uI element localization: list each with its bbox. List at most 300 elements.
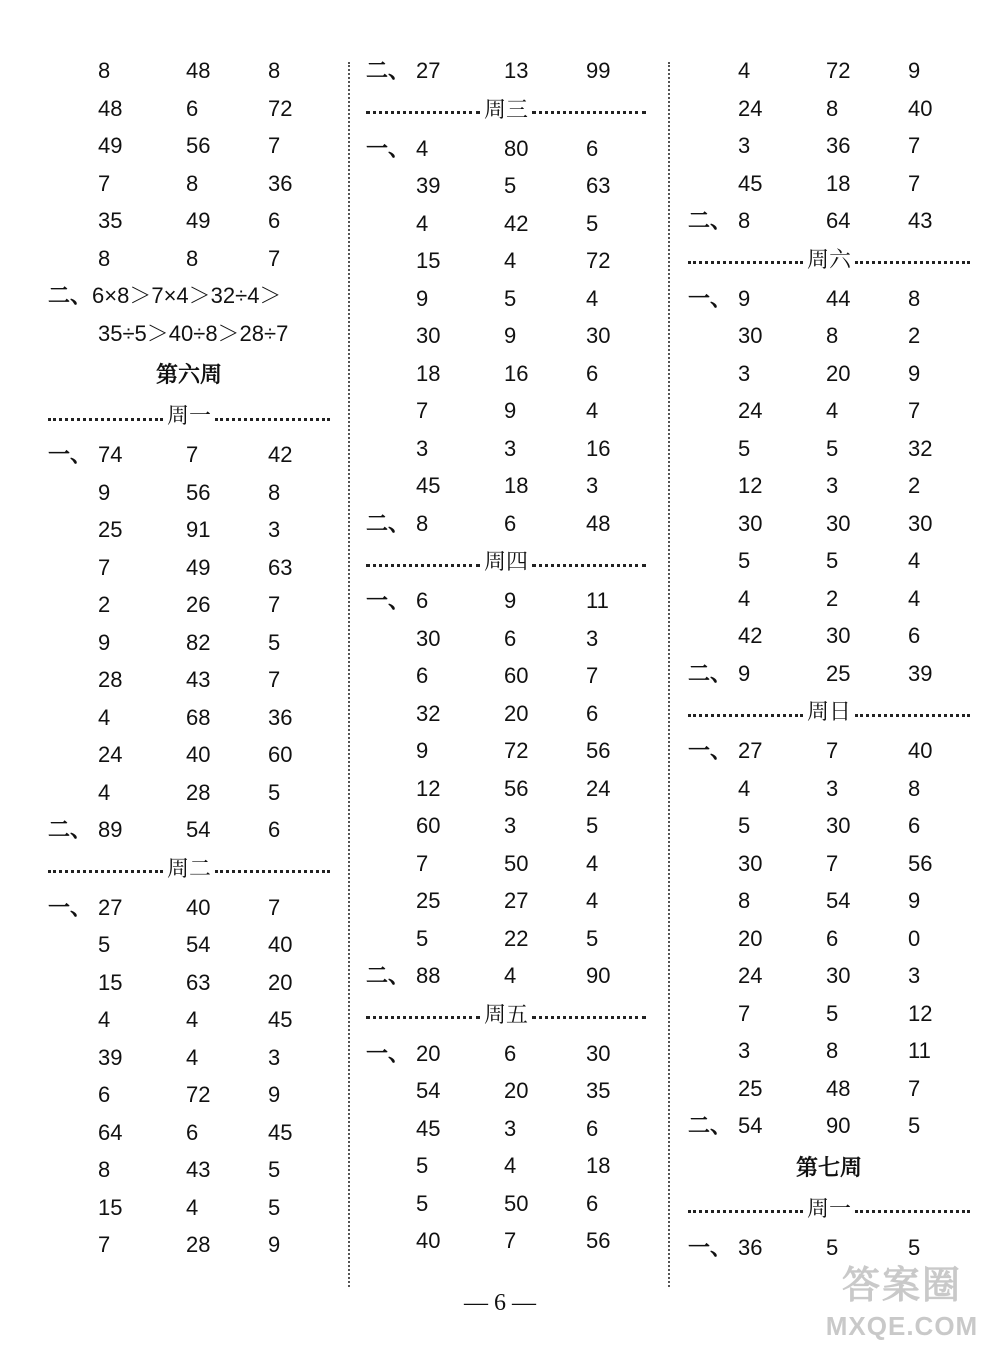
answer-rows (688, 280, 970, 693)
day-label: 周五 (484, 1001, 529, 1027)
answer-cell: 27 (98, 894, 123, 920)
answer-row (366, 130, 646, 168)
answer-cell: 56 (586, 1228, 611, 1253)
answer-cell: 9 (908, 888, 921, 913)
answer-cell: 12 (738, 473, 763, 498)
answer-cell: 26 (186, 592, 211, 617)
answer-cell: 3 (738, 360, 751, 386)
answer-cell: 5 (268, 779, 281, 805)
answer-rows (366, 582, 646, 995)
answer-row (366, 732, 646, 770)
answer-cell: 4 (586, 888, 599, 913)
answer-cell: 6 (586, 1115, 599, 1141)
answer-cell: 13 (504, 58, 529, 83)
answer-cell: 18 (826, 170, 851, 196)
answer-cell: 9 (98, 479, 111, 505)
answer-cell: 3 (826, 473, 839, 498)
week-title: 第七周 (795, 1154, 862, 1180)
answer-cell: 7 (908, 133, 921, 158)
answer-cell: 18 (586, 1153, 611, 1178)
answer-cell: 48 (98, 95, 123, 121)
answer-cell: 4 (738, 585, 751, 611)
day-header (366, 995, 646, 1035)
answer-cell: 3 (504, 1115, 517, 1141)
answer-cell: 4 (98, 1007, 111, 1032)
answer-cell: 30 (908, 510, 933, 536)
answer-cell: 20 (504, 1078, 529, 1103)
answer-cell: 20 (738, 925, 763, 951)
answer-row (688, 1107, 970, 1145)
answer-cell: 4 (908, 585, 921, 611)
answer-cell: 6 (504, 625, 517, 651)
answer-row (366, 355, 646, 393)
comparison-line-2 (48, 315, 330, 353)
answer-row (688, 202, 970, 240)
answer-cell: 45 (416, 1115, 441, 1141)
answer-row (48, 511, 330, 549)
answer-cell: 27 (416, 58, 441, 83)
section-prefix: 一、 (48, 442, 93, 467)
answer-cell: 16 (586, 435, 611, 461)
answer-cell: 54 (416, 1078, 441, 1103)
answer-cell: 4 (826, 398, 839, 423)
answer-cell: 99 (586, 58, 611, 83)
answer-column-left (48, 52, 330, 1264)
answer-cell: 4 (586, 398, 599, 423)
watermark-url: MXQE.COM (825, 1311, 979, 1341)
answer-cell: 6 (268, 208, 281, 233)
answer-cell: 6 (504, 1040, 517, 1066)
answer-row (366, 695, 646, 733)
answer-cell: 45 (268, 1007, 293, 1032)
section-prefix: 一、 (688, 738, 733, 763)
answer-cell: 7 (98, 170, 111, 196)
answer-cell: 88 (416, 963, 441, 988)
answer-rows (688, 52, 970, 240)
answer-row (688, 920, 970, 958)
answer-rows (688, 1229, 970, 1267)
day-header (366, 542, 646, 582)
answer-cell: 6 (416, 588, 429, 613)
answer-cell: 3 (586, 473, 599, 498)
answer-row (48, 165, 330, 203)
answer-cell: 91 (186, 517, 211, 542)
answer-cell: 3 (738, 1038, 751, 1063)
watermark-logo (812, 1262, 992, 1352)
answer-cell: 30 (826, 963, 851, 988)
answer-cell: 32 (416, 700, 441, 726)
answer-cell: 5 (908, 1113, 921, 1138)
section-prefix: 二、 (688, 660, 733, 686)
answer-cell: 54 (826, 888, 851, 913)
answer-cell: 9 (504, 588, 517, 613)
answer-row (48, 586, 330, 624)
answer-cell: 49 (186, 554, 211, 580)
answer-cell: 5 (826, 1000, 839, 1026)
section-prefix: 一、 (366, 1040, 411, 1066)
answer-row (48, 1226, 330, 1264)
answer-cell: 54 (186, 817, 211, 842)
answer-row (48, 774, 330, 812)
answer-cell: 25 (416, 888, 441, 913)
answer-row (688, 882, 970, 920)
answer-cell: 6 (186, 95, 199, 121)
answer-row (48, 889, 330, 927)
answer-cell: 9 (268, 1082, 281, 1107)
answer-cell: 45 (738, 170, 763, 196)
comparison-text: 35÷5＞40÷8＞28÷7 (98, 320, 289, 346)
answer-row (366, 770, 646, 808)
answer-cell: 40 (186, 742, 211, 767)
section-prefix: 一、 (688, 1234, 733, 1260)
answer-cell: 8 (738, 888, 751, 913)
page-number: — 6 — (464, 1290, 536, 1316)
comparison-text: 6×8＞7×4＞32÷4＞ (92, 283, 282, 308)
answer-cell: 30 (586, 323, 611, 348)
answer-row (366, 1072, 646, 1110)
answer-cell: 2 (908, 323, 921, 348)
answer-row (688, 770, 970, 808)
answer-cell: 8 (826, 1038, 839, 1063)
answer-cell: 30 (738, 850, 763, 876)
answer-cell: 9 (504, 398, 517, 423)
answer-row (688, 355, 970, 393)
answer-cell: 28 (98, 667, 123, 692)
answer-cell: 7 (416, 850, 429, 876)
answer-row (48, 240, 330, 278)
answer-cell: 24 (98, 742, 123, 767)
answer-cell: 4 (186, 1007, 199, 1032)
answer-cell: 20 (826, 360, 851, 386)
answer-cell: 6 (586, 360, 599, 386)
answer-rows (48, 52, 330, 277)
answer-cell: 36 (268, 704, 293, 730)
answer-cell: 64 (826, 208, 851, 233)
answer-cell: 25 (826, 660, 851, 686)
answer-cell: 4 (908, 548, 921, 573)
answer-row (366, 620, 646, 658)
answer-row (48, 436, 330, 474)
answer-cell: 24 (738, 963, 763, 988)
answer-cell: 8 (268, 479, 281, 505)
answer-rows (366, 1035, 646, 1260)
answer-cell: 7 (908, 398, 921, 423)
answer-row (366, 657, 646, 695)
answer-cell: 36 (826, 133, 851, 158)
answer-cell: 9 (268, 1232, 281, 1257)
section-prefix: 二、 (366, 963, 411, 988)
day-header (688, 240, 970, 280)
answer-cell: 15 (98, 969, 123, 995)
answer-row (48, 661, 330, 699)
answer-cell: 30 (586, 1040, 611, 1066)
answer-cell: 8 (98, 1157, 111, 1182)
answer-row (688, 957, 970, 995)
answer-row (366, 920, 646, 958)
answer-cell: 4 (586, 285, 599, 311)
column-divider (668, 62, 670, 1287)
answer-cell: 2 (98, 592, 111, 617)
answer-cell: 48 (186, 58, 211, 83)
answer-row (688, 52, 970, 90)
answer-cell: 3 (738, 133, 751, 158)
answer-cell: 15 (416, 248, 441, 273)
answer-cell: 9 (504, 323, 517, 348)
answer-cell: 72 (586, 248, 611, 273)
answer-cell: 12 (908, 1000, 933, 1026)
answer-cell: 3 (416, 435, 429, 461)
answer-row (366, 317, 646, 355)
answer-cell: 7 (586, 663, 599, 688)
answer-cell: 63 (268, 554, 293, 580)
answer-row (48, 624, 330, 662)
answer-cell: 44 (826, 285, 851, 311)
answer-cell: 5 (416, 1153, 429, 1178)
answer-row (366, 1035, 646, 1073)
answer-cell: 7 (738, 1000, 751, 1026)
answer-row (366, 430, 646, 468)
answer-cell: 18 (504, 473, 529, 498)
answer-row (688, 90, 970, 128)
answer-cell: 9 (738, 285, 751, 311)
answer-cell: 56 (186, 133, 211, 158)
answer-cell: 32 (908, 435, 933, 461)
answer-cell: 9 (908, 58, 921, 83)
answer-row (688, 845, 970, 883)
answer-row (366, 882, 646, 920)
answer-cell: 25 (98, 517, 123, 542)
answer-row (48, 964, 330, 1002)
answer-cell: 6 (586, 1190, 599, 1216)
answer-row (366, 242, 646, 280)
answer-cell: 40 (908, 738, 933, 763)
answer-cell: 63 (186, 969, 211, 995)
section-prefix: 二、 (366, 510, 411, 536)
answer-cell: 30 (826, 510, 851, 536)
answer-cell: 20 (416, 1040, 441, 1066)
answer-cell: 3 (826, 775, 839, 801)
section-prefix: 二、 (48, 283, 93, 308)
answer-cell: 6 (908, 623, 921, 648)
comparison-line-1 (48, 277, 330, 315)
answer-cell: 7 (268, 667, 281, 692)
answer-rows (366, 130, 646, 543)
answer-cell: 28 (186, 1232, 211, 1257)
answer-row (688, 655, 970, 693)
answer-cell: 24 (738, 398, 763, 423)
answer-row (366, 1185, 646, 1223)
answer-cell: 39 (98, 1044, 123, 1070)
answer-cell: 40 (186, 894, 211, 920)
answer-cell: 7 (98, 1232, 111, 1257)
answer-row (688, 165, 970, 203)
answer-cell: 22 (504, 925, 529, 951)
answer-rows (366, 52, 646, 90)
answer-cell: 5 (586, 210, 599, 236)
answer-row (48, 926, 330, 964)
answer-cell: 8 (416, 510, 429, 536)
answer-row (688, 317, 970, 355)
answer-cell: 39 (908, 660, 933, 686)
answer-cell: 3 (504, 435, 517, 461)
answer-cell: 42 (504, 210, 529, 236)
answer-cell: 50 (504, 1190, 529, 1216)
answer-cell: 11 (586, 588, 609, 613)
answer-cell: 5 (826, 548, 839, 573)
answer-cell: 64 (98, 1119, 123, 1145)
answer-cell: 30 (416, 625, 441, 651)
answer-row (48, 736, 330, 774)
answer-cell: 8 (186, 170, 199, 196)
answer-cell: 27 (504, 888, 529, 913)
answer-cell: 18 (416, 360, 441, 386)
answer-cell: 48 (826, 1075, 851, 1101)
answer-cell: 6 (98, 1082, 111, 1107)
answer-cell: 50 (504, 850, 529, 876)
answer-row (48, 474, 330, 512)
section-prefix: 二、 (688, 1113, 733, 1138)
answer-cell: 6 (186, 1119, 199, 1145)
answer-cell: 9 (416, 285, 429, 311)
answer-row (366, 1147, 646, 1185)
answer-cell: 3 (504, 813, 517, 838)
answer-row (48, 1189, 330, 1227)
answer-cell: 7 (268, 133, 281, 158)
answer-cell: 5 (586, 813, 599, 838)
answer-row (366, 167, 646, 205)
answer-row (48, 52, 330, 90)
answer-cell: 20 (504, 700, 529, 726)
section-prefix: 二、 (688, 208, 733, 233)
answer-cell: 80 (504, 135, 529, 161)
answer-row (366, 1110, 646, 1148)
answer-row (688, 1229, 970, 1267)
section-prefix: 二、 (366, 58, 411, 83)
answer-cell: 45 (416, 473, 441, 498)
answer-row (688, 392, 970, 430)
answer-row (688, 1032, 970, 1070)
answer-cell: 72 (186, 1082, 211, 1107)
answer-row (366, 582, 646, 620)
answer-column-middle (366, 52, 646, 1260)
answer-cell: 7 (98, 554, 111, 580)
answer-cell: 60 (268, 742, 293, 767)
answer-cell: 4 (186, 1044, 199, 1070)
answer-cell: 54 (186, 932, 211, 957)
answer-cell: 7 (186, 442, 199, 467)
answer-cell: 36 (268, 170, 293, 196)
day-header (366, 90, 646, 130)
answer-cell: 9 (738, 660, 751, 686)
answer-row (688, 467, 970, 505)
answer-row (688, 995, 970, 1033)
answer-cell: 6 (826, 925, 839, 951)
answer-cell: 5 (416, 925, 429, 951)
answer-cell: 6 (586, 700, 599, 726)
day-label: 周六 (807, 246, 852, 272)
answer-cell: 15 (98, 1194, 123, 1220)
answer-cell: 56 (186, 479, 211, 505)
answer-row (366, 845, 646, 883)
answer-cell: 5 (504, 173, 517, 198)
answer-row (48, 1001, 330, 1039)
answer-cell: 9 (416, 738, 429, 763)
answer-cell: 8 (98, 58, 111, 83)
answer-cell: 6 (586, 135, 599, 161)
answer-cell: 5 (504, 285, 517, 311)
answer-cell: 49 (98, 133, 123, 158)
answer-cell: 4 (416, 135, 429, 161)
answer-cell: 5 (268, 629, 281, 655)
answer-cell: 63 (586, 173, 611, 198)
answer-cell: 24 (586, 775, 611, 801)
answer-cell: 6 (416, 663, 429, 688)
answer-cell: 48 (586, 510, 611, 536)
answer-row (48, 699, 330, 737)
day-label: 周日 (807, 699, 852, 724)
answer-row (366, 505, 646, 543)
answer-cell: 89 (98, 817, 123, 842)
answer-cell: 56 (908, 850, 933, 876)
answer-cell: 42 (268, 442, 293, 467)
answer-cell: 8 (268, 58, 281, 83)
answer-row (48, 811, 330, 849)
day-header (48, 849, 330, 889)
answer-cell: 25 (738, 1075, 763, 1101)
answer-cell: 49 (186, 208, 211, 233)
answer-cell: 8 (186, 245, 199, 271)
answer-cell: 7 (268, 245, 281, 271)
answer-cell: 8 (826, 323, 839, 348)
answer-cell: 56 (504, 775, 529, 801)
answer-cell: 90 (586, 963, 611, 988)
day-header (688, 1189, 970, 1229)
answer-row (688, 617, 970, 655)
answer-cell: 39 (416, 173, 441, 198)
answer-row (366, 957, 646, 995)
answer-row (688, 807, 970, 845)
answer-cell: 8 (98, 245, 111, 271)
answer-row (688, 1070, 970, 1108)
answer-cell: 4 (586, 850, 599, 876)
answer-cell: 40 (908, 95, 933, 121)
answer-cell: 0 (908, 925, 921, 951)
answer-cell: 5 (908, 1234, 921, 1260)
section-prefix: 一、 (48, 894, 93, 920)
answer-cell: 5 (738, 435, 751, 461)
answer-cell: 7 (416, 398, 429, 423)
answer-cell: 6 (504, 510, 517, 536)
answer-row (688, 280, 970, 318)
answer-cell: 5 (98, 932, 111, 957)
answer-cell: 5 (268, 1157, 281, 1182)
answer-row (48, 90, 330, 128)
answer-cell: 3 (268, 517, 281, 542)
answer-cell: 6 (908, 813, 921, 838)
answer-cell: 4 (738, 58, 751, 83)
day-label: 周一 (167, 403, 212, 428)
answer-cell: 8 (826, 95, 839, 121)
answer-cell: 7 (908, 1075, 921, 1101)
answer-rows (48, 889, 330, 1264)
answer-row (48, 1151, 330, 1189)
answer-cell: 20 (268, 969, 293, 995)
answer-cell: 30 (416, 323, 441, 348)
answer-cell: 5 (416, 1190, 429, 1216)
answer-row (688, 580, 970, 618)
answer-cell: 16 (504, 360, 529, 386)
column-divider (348, 62, 350, 1287)
